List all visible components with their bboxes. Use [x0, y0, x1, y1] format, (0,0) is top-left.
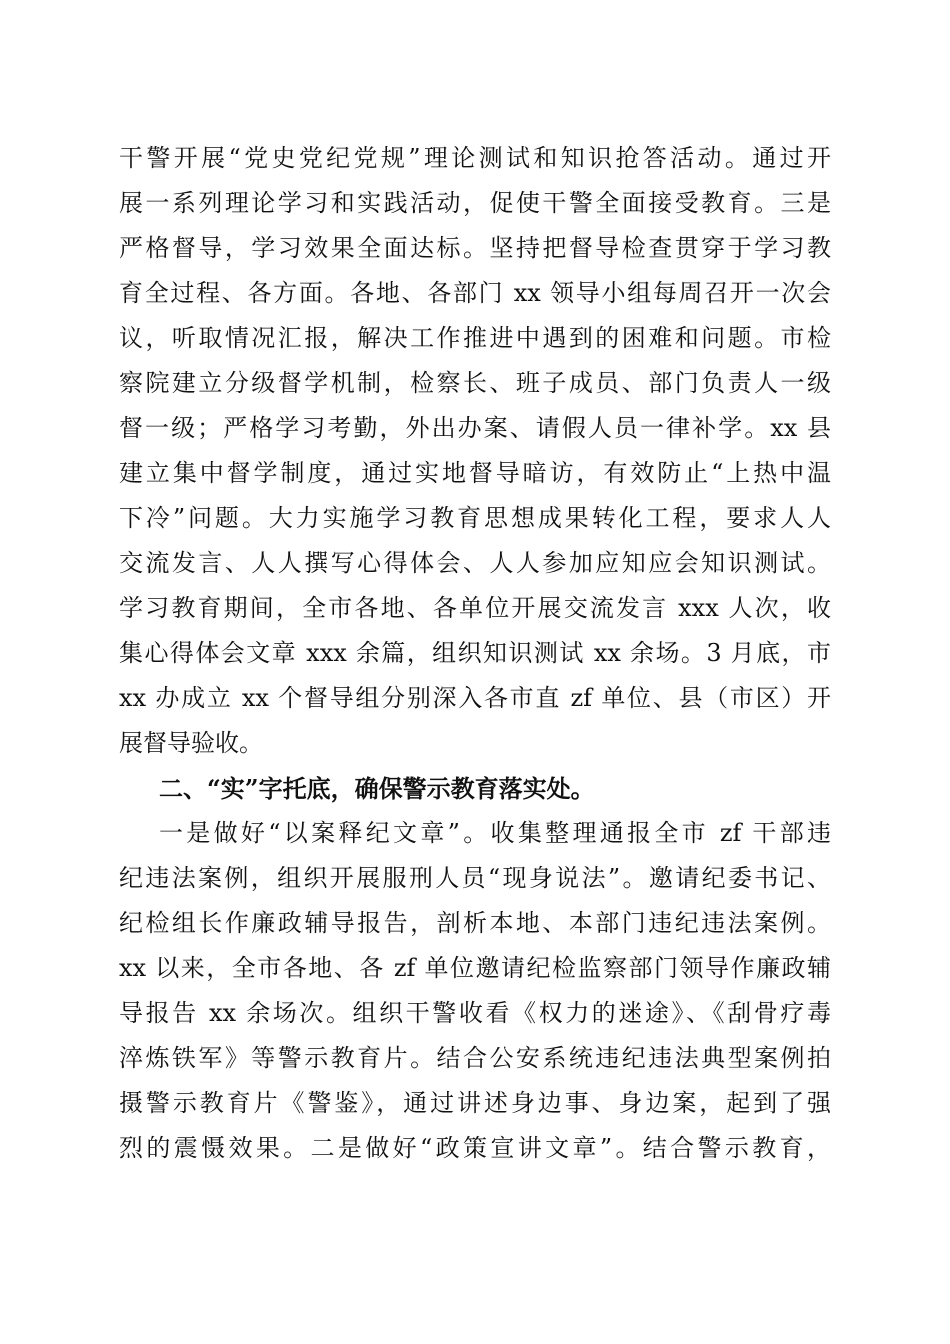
body-text-line: 干警开展“党史党纪党规”理论测试和知识抢答活动。通过开 [119, 144, 831, 172]
body-text-line: 导报告 xx 余场次。组织干警收看《权力的迷途》、《刮骨疗毒 [119, 999, 831, 1027]
body-text-line: 展督导验收。 [119, 729, 263, 757]
body-text-line: 严格督导，学习效果全面达标。坚持把督导检查贯穿于学习教 [119, 234, 831, 262]
body-text-line: 督一级；严格学习考勤，外出办案、请假人员一律补学。xx 县 [119, 414, 831, 442]
body-text-line: 交流发言、人人撰写心得体会、人人参加应知应会知识测试。 [119, 549, 831, 577]
body-text-line: 纪违法案例，组织开展服刑人员“现身说法”。邀请纪委书记、 [119, 864, 831, 892]
body-text-line: 议，听取情况汇报，解决工作推进中遇到的困难和问题。市检 [119, 324, 831, 352]
section-heading: 二、“实”字托底，确保警示教育落实处。 [159, 774, 595, 803]
body-text-line: 摄警示教育片《警鉴》，通过讲述身边事、身边案，起到了强 [119, 1089, 831, 1117]
body-text-line: 淬炼铁军》等警示教育片。结合公安系统违纪违法典型案例拍 [119, 1044, 831, 1072]
document-body [119, 136, 831, 1171]
body-text-line: 建立集中督学制度，通过实地督导暗访，有效防止“上热中温 [119, 459, 831, 487]
paragraph-first-line: 一是做好“以案释纪文章”。收集整理通报全市 zf 干部违 [159, 819, 831, 847]
body-text-line: 纪检组长作廉政辅导报告，剖析本地、本部门违纪违法案例。 [119, 909, 831, 937]
body-text-line: xx 以来，全市各地、各 zf 单位邀请纪检监察部门领导作廉政辅 [119, 954, 831, 982]
body-text-line: 烈的震慑效果。二是做好“政策宣讲文章”。结合警示教育， [119, 1134, 831, 1162]
body-text-line: 育全过程、各方面。各地、各部门 xx 领导小组每周召开一次会 [119, 279, 831, 307]
body-text-line: xx 办成立 xx 个督导组分别深入各市直 zf 单位、县（市区）开 [119, 684, 831, 712]
body-text-line: 学习教育期间，全市各地、各单位开展交流发言 xxx 人次，收 [119, 594, 831, 622]
body-text-line: 展一系列理论学习和实践活动，促使干警全面接受教育。三是 [119, 189, 831, 217]
body-text-line: 察院建立分级督学机制，检察长、班子成员、部门负责人一级 [119, 369, 831, 397]
body-text-line: 下冷”问题。大力实施学习教育思想成果转化工程，要求人人 [119, 504, 831, 532]
body-text-line: 集心得体会文章 xxx 余篇，组织知识测试 xx 余场。3 月底，市 [119, 639, 831, 667]
